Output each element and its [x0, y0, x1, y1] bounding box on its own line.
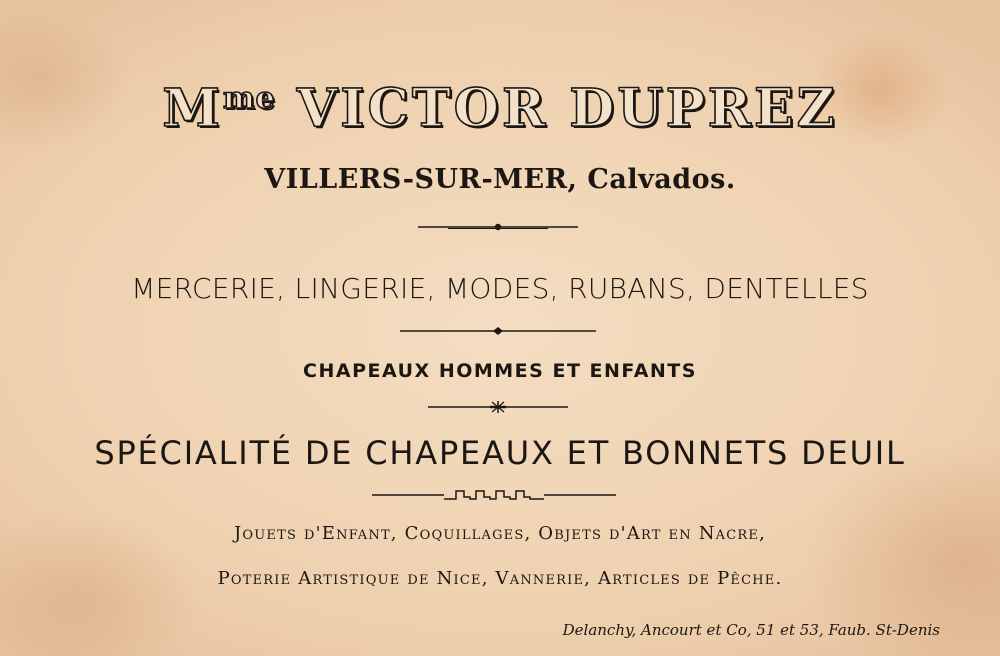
trades-line: MERCERIE, LINGERIE, MODES, RUBANS, DENTELLES	[131, 272, 869, 305]
location-line: VILLERS-SUR-MER, Calvados.	[264, 164, 736, 195]
title-prefix-superscript: me	[222, 81, 276, 116]
star-rule-ornament	[428, 400, 568, 414]
goods-line-2: Poterie Artistique de Nice, Vannerie, Articles de Pêche.	[217, 568, 783, 589]
goods-line-1: Jouets d'Enfant, Coquillages, Objets d'Art en Nacre,	[233, 523, 767, 544]
printer-imprint: Delanchy, Ancourt et Co, 51 et 53, Faub. St-Denis	[562, 621, 940, 639]
title-name: VICTOR DUPREZ	[296, 78, 838, 139]
title-prefix: M	[162, 78, 223, 139]
diamond-rule-ornament	[400, 324, 596, 338]
greek-key-rule-ornament	[372, 488, 616, 502]
card-title	[0, 78, 1000, 139]
dot-rule-ornament	[418, 220, 578, 234]
hats-line: CHAPEAUX HOMMES ET ENFANTS	[303, 360, 697, 382]
specialty-line: SPÉCIALITÉ DE CHAPEAUX ET BONNETS DEUIL	[94, 434, 906, 472]
